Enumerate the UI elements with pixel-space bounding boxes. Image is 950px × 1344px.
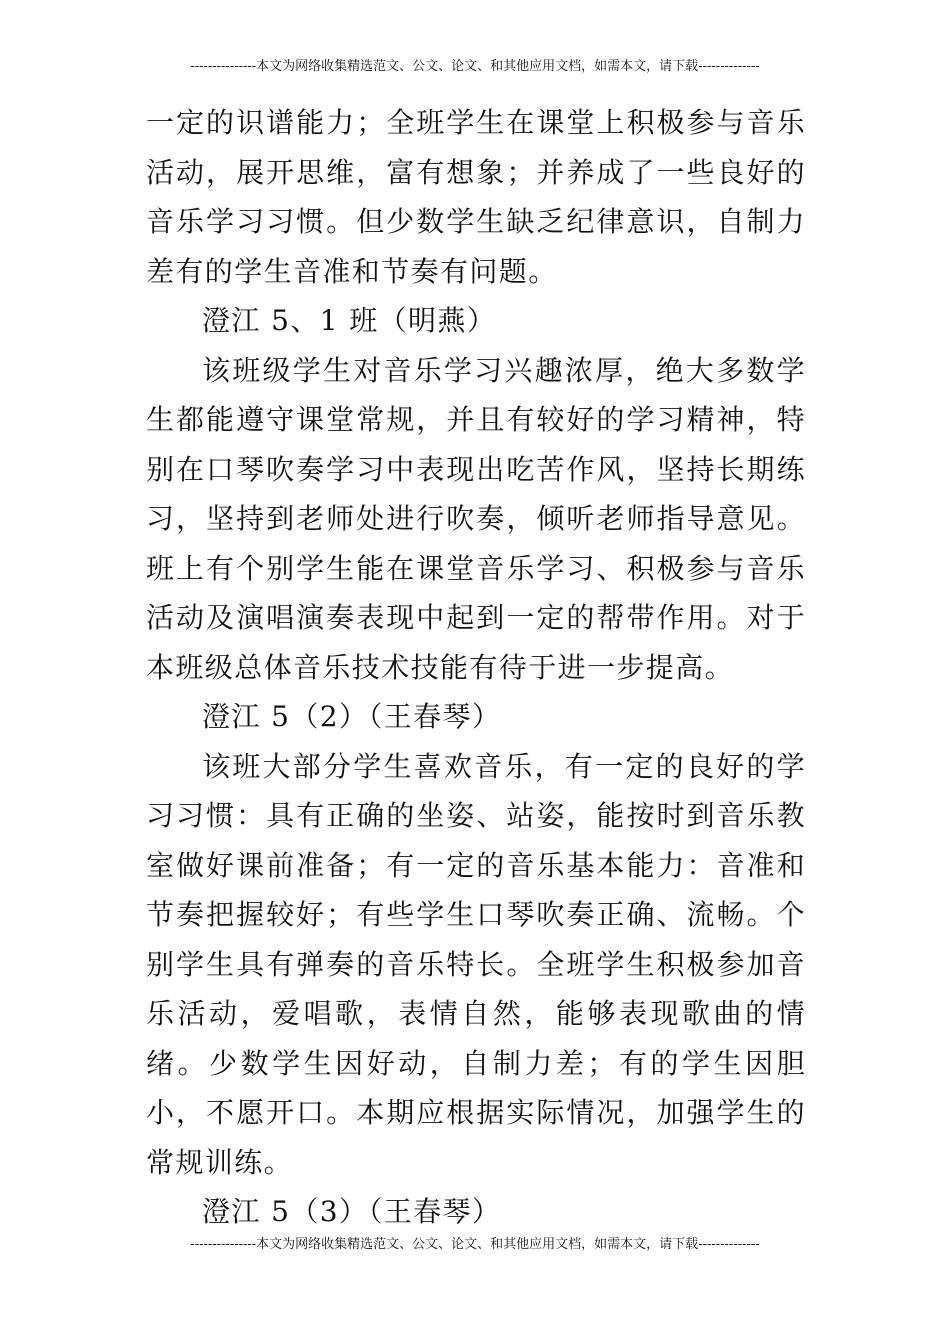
section-heading-class-5-3: 澄江 5（3）（王春琴）: [202, 1195, 502, 1228]
document-body: [146, 98, 806, 1237]
paragraph-class-5-1: 该班级学生对音乐学习兴趣浓厚，绝大多数学生都能遵守课堂常规，并且有较好的学习精神，特别在口琴吹奏学习中表现出吃苦作风，坚持长期练习，坚持到老师处进行吹奏，倾听老师指导意见。班上有个别学生能在课堂音乐学习、积极参与音乐活动及演唱演奏表现中起到一定的帮带作用。对于本班级总体音乐技术技能有待于进一步提高。: [146, 353, 806, 684]
page-header-note: ---------------本文为网络收集精选范文、公文、论文、和其他应用文档，如需本文，请下载--------------: [190, 59, 760, 74]
paragraph-class-5-2: 该班大部分学生喜欢音乐，有一定的良好的学习习惯：具有正确的坐姿、站姿，能按时到音乐教室做好课前准备；有一定的音乐基本能力：音准和节奏把握较好；有些学生口琴吹奏正确、流畅。个别学生具有弹奏的音乐特长。全班学生积极参加音乐活动，爱唱歌，表情自然，能够表现歌曲的情绪。少数学生因好动，自制力差；有的学生因胆小，不愿开口。本期应根据实际情况，加强学生的常规训练。: [146, 749, 806, 1179]
paragraph-continued: 一定的识谱能力；全班学生在课堂上积极参与音乐活动，展开思维，富有想象；并养成了一些良好的音乐学习习惯。但少数学生缺乏纪律意识，自制力差有的学生音准和节奏有问题。: [146, 106, 806, 288]
section-heading-class-5-2: 澄江 5（2）（王春琴）: [202, 700, 502, 733]
page-footer-note: ---------------本文为网络收集精选范文、公文、论文、和其他应用文档，如需本文，请下载--------------: [190, 1237, 760, 1252]
section-heading-class-5-1: 澄江 5、1 班（明燕）: [202, 304, 497, 337]
